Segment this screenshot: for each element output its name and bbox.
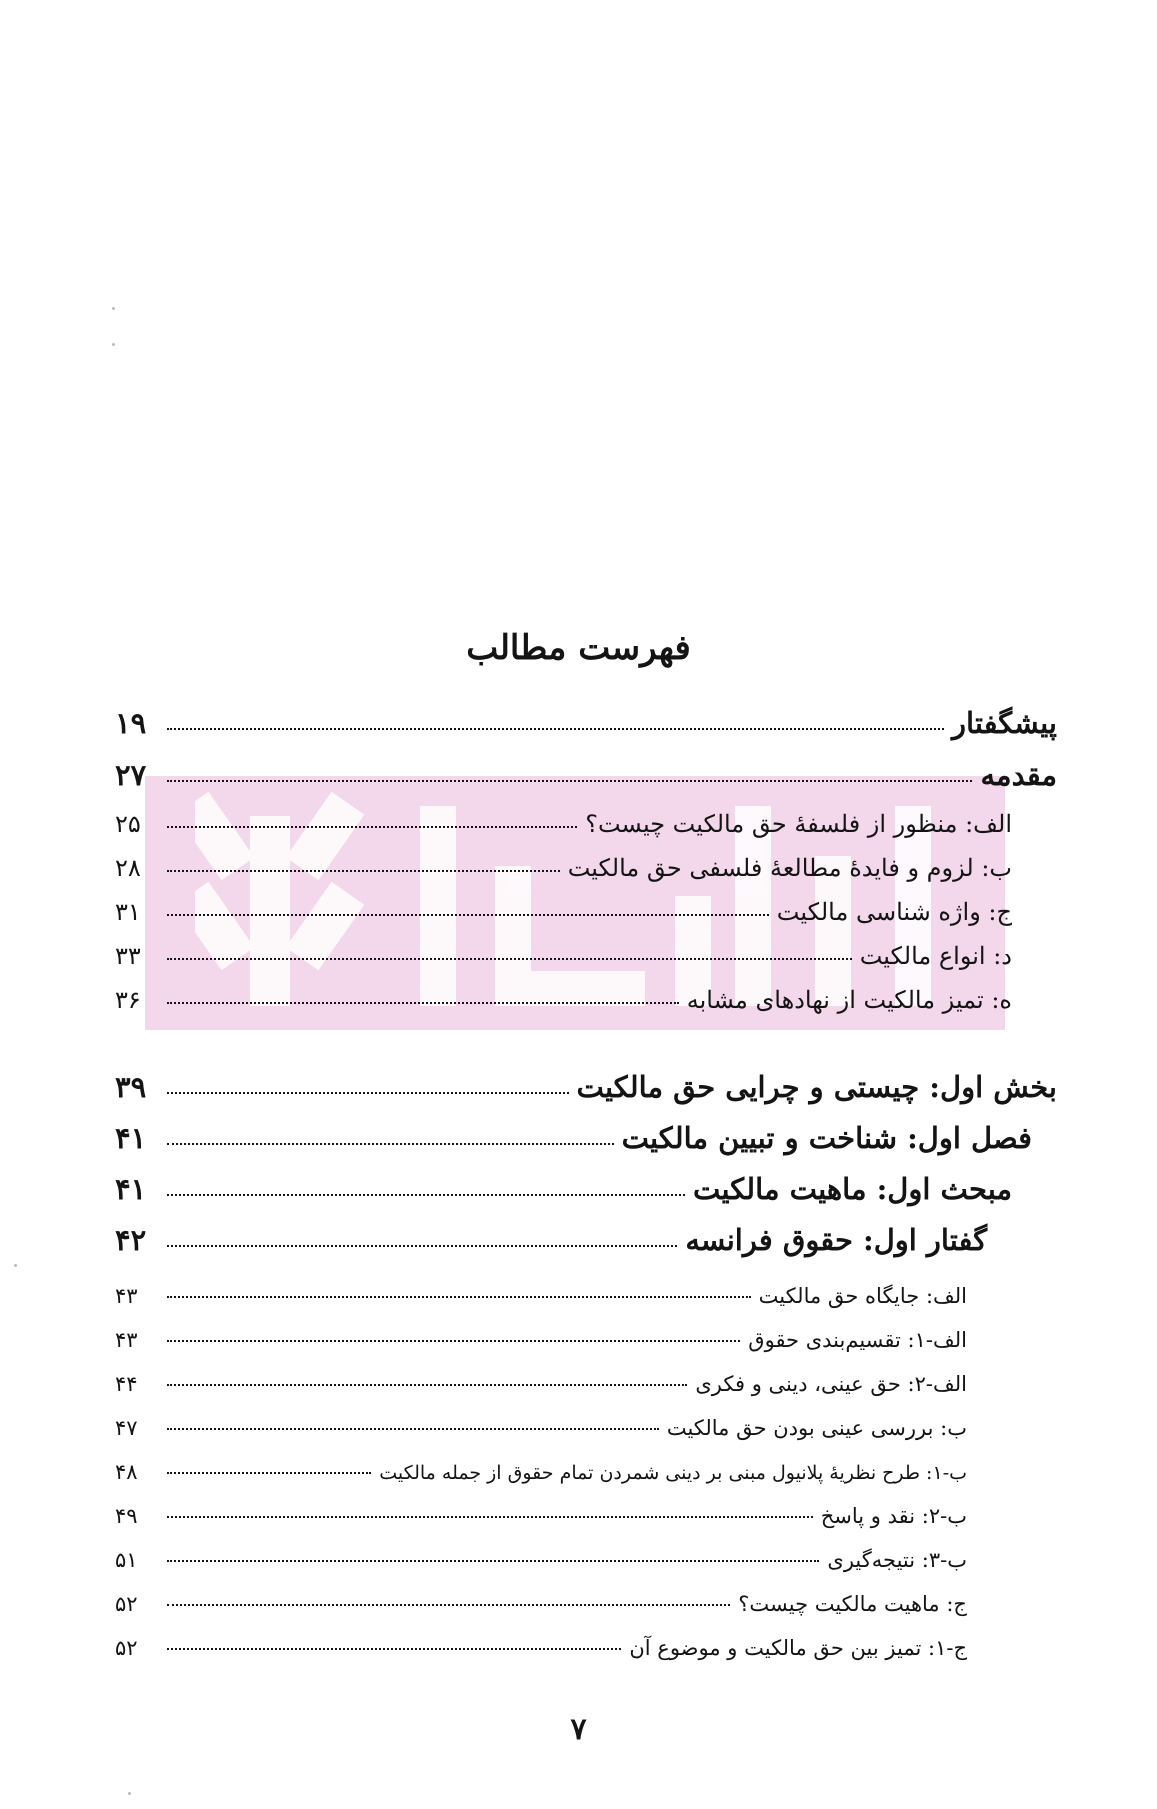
toc-leader-dots	[167, 1002, 679, 1004]
toc-entry-page: ۲۵	[115, 810, 141, 838]
toc-entry-page: ۲۸	[115, 854, 141, 882]
toc-entry	[115, 1308, 967, 1352]
toc-entry	[115, 1616, 967, 1660]
toc-entry-page: ۳۶	[115, 986, 141, 1014]
toc-entry	[115, 838, 1012, 882]
toc-leader-dots	[167, 914, 769, 916]
toc-entry-page: ۵۲	[115, 1636, 138, 1660]
toc-entry-section	[115, 1162, 1012, 1206]
toc-entry-label: گفتار اول: حقوق فرانسه	[685, 1223, 987, 1257]
page-number: ۷	[570, 1712, 587, 1747]
toc-entry-page: ۴۷	[115, 1416, 138, 1440]
toc-entry-label: ب-۳: نتیجه‌گیری	[827, 1548, 967, 1572]
toc-entry-introduction	[115, 748, 1057, 792]
toc-entry-page: ۴۱	[115, 1172, 147, 1206]
toc-entry	[115, 1264, 967, 1308]
toc-entry-page: ۲۷	[115, 758, 147, 792]
toc-entry-label: پیشگفتار	[952, 706, 1057, 740]
toc-leader-dots	[167, 1516, 813, 1518]
toc-leader-dots	[167, 958, 852, 960]
toc-entry	[115, 794, 1012, 838]
toc-entry	[115, 1528, 967, 1572]
toc-entry-label: مبحث اول: ماهیت مالکیت	[693, 1172, 1012, 1206]
toc-leader-dots	[167, 1340, 740, 1342]
toc-entry-label: ب: بررسی عینی بودن حق مالکیت	[666, 1416, 967, 1440]
toc-leader-dots	[167, 728, 944, 730]
toc-entry-label: ج: واژه شناسی مالکیت	[776, 898, 1012, 926]
toc-entry-page: ۴۹	[115, 1504, 138, 1528]
toc-entry-label: مقدمه	[980, 758, 1057, 792]
toc-entry	[115, 1352, 967, 1396]
toc-leader-dots	[167, 1092, 569, 1094]
toc-entry-page: ۴۱	[115, 1121, 147, 1155]
toc-entry-page: ۳۹	[115, 1070, 147, 1104]
scan-speck	[112, 307, 115, 310]
toc-entry-page: ۵۱	[115, 1548, 138, 1572]
toc-leader-dots	[167, 1143, 614, 1145]
toc-entry-page: ۴۲	[115, 1223, 147, 1257]
toc-entry-label: فصل اول: شناخت و تبیین مالکیت	[621, 1121, 1032, 1155]
toc-entry-label: بخش اول: چیستی و چرایی حق مالکیت	[576, 1070, 1057, 1104]
toc-entry-label: الف: جایگاه حق مالکیت	[758, 1284, 967, 1308]
toc-entry-preface	[115, 696, 1057, 740]
toc-entry-page: ۴۴	[115, 1372, 138, 1396]
toc-entry	[115, 926, 1012, 970]
toc-entry-label: ب-۱: طرح نظریهٔ پلانیول مبنی بر دینی شمردن تمام حقوق از جمله مالکیت	[379, 1462, 967, 1484]
toc-entry-label: د: انواع مالکیت	[859, 942, 1012, 970]
toc-entry-label: ب-۲: نقد و پاسخ	[820, 1504, 967, 1528]
toc-entry-label: الف: منظور از فلسفهٔ حق مالکیت چیست؟	[585, 810, 1012, 838]
toc-entry	[115, 970, 1012, 1014]
page-title: فهرست مطالب	[466, 628, 691, 668]
toc-entry-label: ب: لزوم و فایدهٔ مطالعهٔ فلسفی حق مالکیت	[567, 854, 1012, 882]
toc-leader-dots	[167, 1296, 751, 1298]
toc-entry-label: ج: ماهیت مالکیت چیست؟	[738, 1592, 967, 1616]
toc-entry-part	[115, 1060, 1057, 1104]
toc-entry-page: ۱۹	[115, 706, 147, 740]
toc-entry-chapter	[115, 1111, 1032, 1155]
toc-entry-label: الف-۱: تقسیم‌بندی حقوق	[748, 1328, 967, 1352]
toc-entry-label: ج-۱: تمیز بین حق مالکیت و موضوع آن	[629, 1636, 967, 1660]
toc-entry	[115, 1484, 967, 1528]
toc-leader-dots	[167, 1560, 819, 1562]
toc-leader-dots	[167, 870, 560, 872]
toc-entry-label: ه: تمیز مالکیت از نهادهای مشابه	[686, 986, 1012, 1014]
toc-leader-dots	[167, 1648, 621, 1650]
toc-leader-dots	[167, 1194, 685, 1196]
toc-leader-dots	[167, 1384, 687, 1386]
toc-entry-page: ۳۳	[115, 942, 141, 970]
scan-speck	[14, 1264, 17, 1267]
toc-leader-dots	[167, 780, 972, 782]
toc-entry	[115, 1572, 967, 1616]
toc-entry-label: الف-۲: حق عینی، دینی و فکری	[695, 1372, 967, 1396]
toc-leader-dots	[167, 826, 577, 828]
scan-speck	[112, 343, 115, 346]
toc-entry-page: ۵۲	[115, 1592, 138, 1616]
toc-leader-dots	[167, 1428, 659, 1430]
toc-entry	[115, 882, 1012, 926]
toc-leader-dots	[167, 1604, 730, 1606]
toc-entry	[115, 1440, 967, 1484]
toc-entry	[115, 1396, 967, 1440]
scan-speck	[128, 1792, 131, 1795]
toc-entry-page: ۴۸	[115, 1460, 138, 1484]
toc-entry-discourse	[115, 1213, 987, 1257]
toc-leader-dots	[167, 1472, 371, 1474]
toc-entry-page: ۴۳	[115, 1284, 138, 1308]
toc-entry-page: ۴۳	[115, 1328, 138, 1352]
toc-leader-dots	[167, 1245, 677, 1247]
toc-entry-page: ۳۱	[115, 898, 141, 926]
